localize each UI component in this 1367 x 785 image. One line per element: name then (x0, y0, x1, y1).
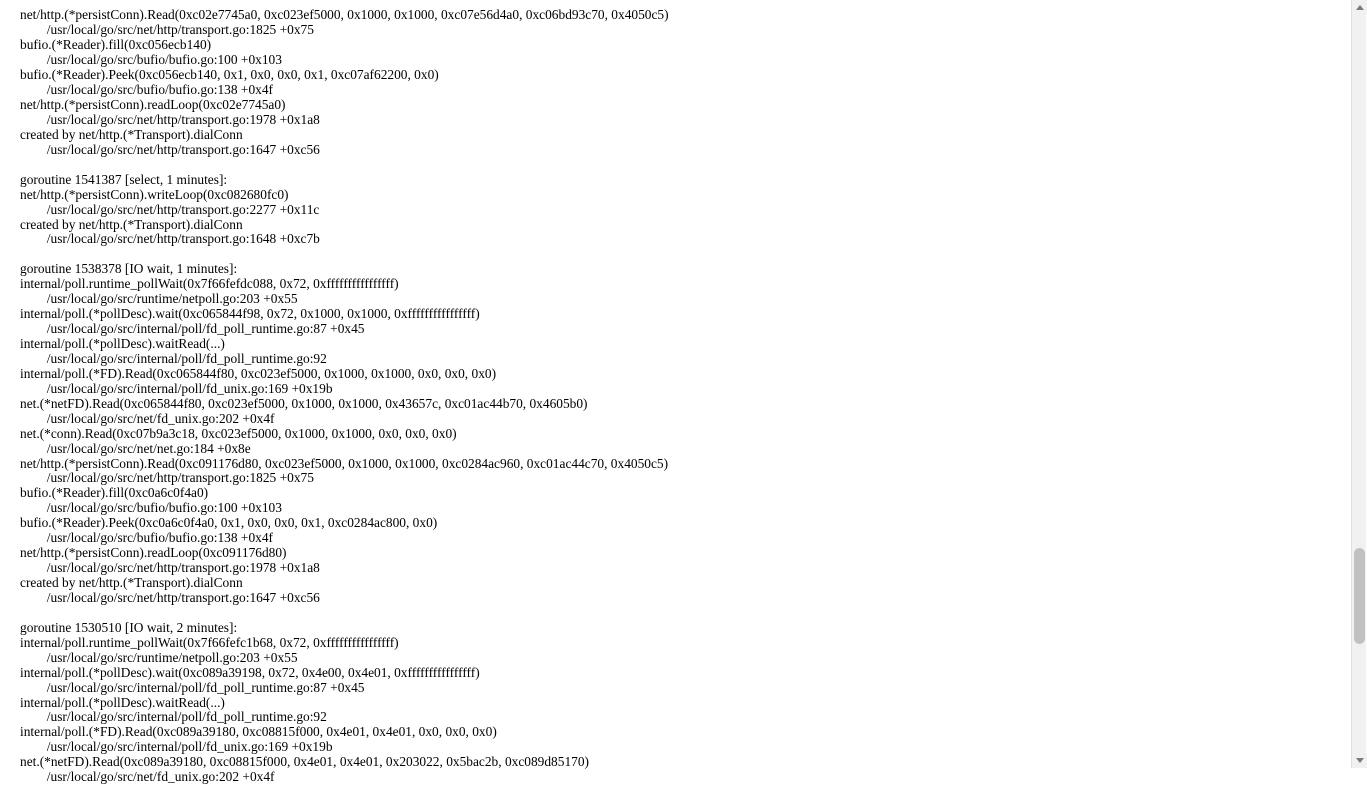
trace-line: /usr/local/go/src/net/http/transport.go:1978 +0x1a8 (20, 560, 320, 576)
trace-line: net/http.(*persistConn).Read(0xc091176d80, 0xc023ef5000, 0x1000, 0x1000, 0xc0284ac960, 0xc01ac44c70, 0x4050c5) (20, 455, 669, 471)
trace-line: /usr/local/go/src/internal/poll/fd_poll_runtime.go:92 (20, 709, 327, 725)
trace-line: /usr/local/go/src/net/fd_unix.go:202 +0x4f (20, 410, 275, 426)
trace-line: /usr/local/go/src/internal/poll/fd_poll_runtime.go:87 +0x45 (20, 321, 365, 337)
trace-line: net.(*netFD).Read(0xc065844f80, 0xc023ef5000, 0x1000, 0x1000, 0x43657c, 0xc01ac44b70, 0x4605b0) (20, 395, 588, 411)
scrollbar-up-arrow-icon[interactable] (1352, 0, 1367, 15)
trace-line: net/http.(*persistConn).Read(0xc02e7745a0, 0xc023ef5000, 0x1000, 0x1000, 0xc07e56d4a0, 0xc06bd93c70, 0x4050c5) (20, 7, 669, 23)
trace-line: /usr/local/go/src/runtime/netpoll.go:203 +0x55 (20, 291, 298, 307)
trace-line: bufio.(*Reader).Peek(0xc056ecb140, 0x1, 0x0, 0x0, 0x1, 0xc07af62200, 0x0) (20, 67, 439, 83)
trace-line: goroutine 1538378 [IO wait, 1 minutes]: (20, 261, 238, 277)
scrollbar-thumb[interactable] (1354, 548, 1365, 644)
trace-line: /usr/local/go/src/net/http/transport.go:1825 +0x75 (20, 470, 314, 486)
trace-line: /usr/local/go/src/runtime/netpoll.go:203 +0x55 (20, 649, 298, 665)
trace-line (20, 606, 1340, 621)
trace-line: internal/poll.(*pollDesc).wait(0xc065844f98, 0x72, 0x1000, 0x1000, 0xffffffffffffffff) (20, 306, 480, 322)
trace-line: /usr/local/go/src/bufio/bufio.go:100 +0x103 (20, 500, 282, 516)
trace-line: /usr/local/go/src/bufio/bufio.go:100 +0x103 (20, 52, 282, 68)
trace-line: internal/poll.runtime_pollWait(0x7f66fefc1b68, 0x72, 0xffffffffffffffff) (20, 634, 399, 650)
trace-line: /usr/local/go/src/net/http/transport.go:2277 +0x11c (20, 201, 320, 217)
trace-line: goroutine 1530510 [IO wait, 2 minutes]: (20, 619, 238, 635)
trace-line: bufio.(*Reader).fill(0xc0a6c0f4a0) (20, 485, 209, 501)
trace-line: /usr/local/go/src/net/net.go:184 +0x8e (20, 440, 251, 456)
trace-line: /usr/local/go/src/bufio/bufio.go:138 +0x4f (20, 530, 274, 546)
trace-line: created by net/http.(*Transport).dialConn (20, 216, 243, 232)
trace-line: created by net/http.(*Transport).dialConn (20, 575, 243, 591)
trace-line: net/http.(*persistConn).readLoop(0xc02e7745a0) (20, 97, 286, 113)
vertical-scrollbar[interactable] (1351, 0, 1366, 768)
trace-line: net.(*conn).Read(0xc07b9a3c18, 0xc023ef5000, 0x1000, 0x1000, 0x0, 0x0, 0x0) (20, 425, 457, 441)
trace-line: /usr/local/go/src/bufio/bufio.go:138 +0x4f (20, 82, 274, 98)
trace-line: /usr/local/go/src/net/http/transport.go:1825 +0x75 (20, 22, 314, 38)
trace-line (20, 158, 1340, 173)
trace-line: internal/poll.(*FD).Read(0xc065844f80, 0xc023ef5000, 0x1000, 0x1000, 0x0, 0x0, 0x0) (20, 365, 497, 381)
goroutine-stack-trace-text (20, 8, 1340, 785)
trace-line: goroutine 1541387 [select, 1 minutes]: (20, 171, 228, 187)
trace-line: net/http.(*persistConn).writeLoop(0xc082680fc0) (20, 186, 289, 202)
trace-line: /usr/local/go/src/internal/poll/fd_unix.go:169 +0x19b (20, 380, 333, 396)
trace-line: created by net/http.(*Transport).dialConn (20, 126, 243, 142)
trace-line: /usr/local/go/src/internal/poll/fd_poll_runtime.go:87 +0x45 (20, 679, 365, 695)
trace-line: /usr/local/go/src/net/fd_unix.go:202 +0x4f (20, 769, 275, 785)
trace-line: bufio.(*Reader).Peek(0xc0a6c0f4a0, 0x1, 0x0, 0x0, 0x1, 0xc0284ac800, 0x0) (20, 515, 438, 531)
trace-line: internal/poll.(*FD).Read(0xc089a39180, 0xc08815f000, 0x4e01, 0x4e01, 0x0, 0x0, 0x0) (20, 724, 497, 740)
trace-line: net/http.(*persistConn).readLoop(0xc091176d80) (20, 545, 287, 561)
trace-line: /usr/local/go/src/net/http/transport.go:1648 +0xc7b (20, 231, 320, 247)
trace-line: net.(*netFD).Read(0xc089a39180, 0xc08815f000, 0x4e01, 0x4e01, 0x203022, 0x5bac2b, 0xc089d85170) (20, 754, 589, 770)
trace-line: internal/poll.runtime_pollWait(0x7f66fefdc088, 0x72, 0xffffffffffffffff) (20, 276, 399, 292)
trace-line: internal/poll.(*pollDesc).waitRead(...) (20, 694, 225, 710)
trace-line: /usr/local/go/src/internal/poll/fd_unix.go:169 +0x19b (20, 739, 333, 755)
trace-line: bufio.(*Reader).fill(0xc056ecb140) (20, 37, 212, 53)
scrollbar-down-arrow-icon[interactable] (1352, 753, 1367, 768)
trace-line: /usr/local/go/src/internal/poll/fd_poll_runtime.go:92 (20, 350, 327, 366)
trace-line (20, 247, 1340, 262)
trace-line: internal/poll.(*pollDesc).waitRead(...) (20, 336, 225, 352)
trace-line: /usr/local/go/src/net/http/transport.go:1647 +0xc56 (20, 141, 320, 157)
trace-line: internal/poll.(*pollDesc).wait(0xc089a39198, 0x72, 0x4e00, 0x4e01, 0xffffffffffffffff) (20, 664, 480, 680)
trace-line: /usr/local/go/src/net/http/transport.go:1978 +0x1a8 (20, 111, 320, 127)
trace-line: /usr/local/go/src/net/http/transport.go:1647 +0xc56 (20, 589, 320, 605)
